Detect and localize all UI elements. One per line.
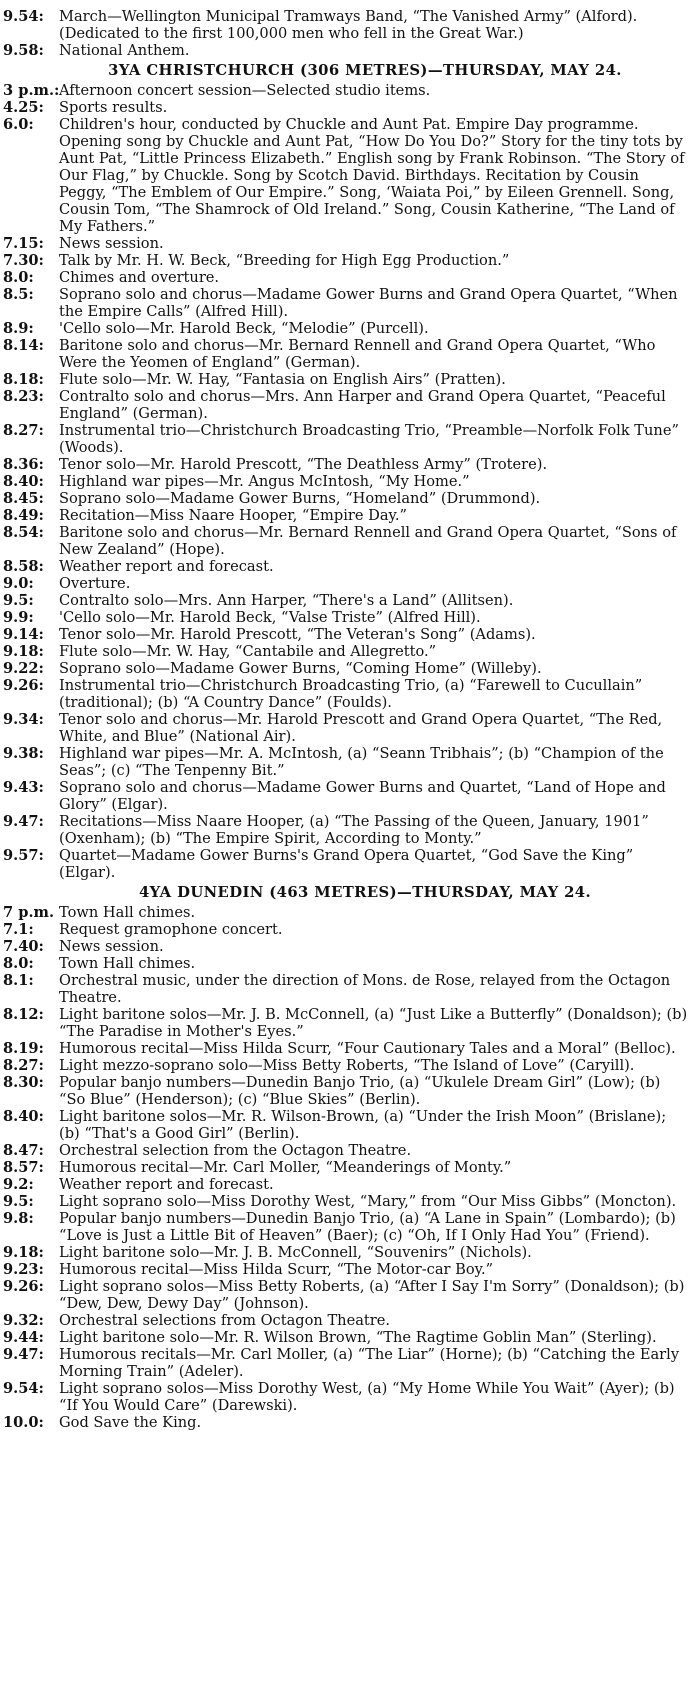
entry-time: 9.8: xyxy=(3,1210,34,1227)
entry-description: Light baritone solo—Mr. R. Wilson Brown, “The Ragtime Goblin Man” (Sterling). xyxy=(59,1329,657,1346)
programme-entry xyxy=(0,921,690,938)
entry-time: 8.27: xyxy=(3,422,44,439)
entry-description: Light baritone solos—Mr. R. Wilson-Brown, (a) “Under the Irish Moon” (Brislane); (b) “That's a Good Girl” (Berlin). xyxy=(59,1108,667,1142)
entry-time: 9.18: xyxy=(3,1244,44,1261)
programme-entry xyxy=(0,779,690,813)
entry-description: Light soprano solos—Miss Dorothy West, (a) “My Home While You Wait” (Ayer); (b) “If You Would Care” (Darewski). xyxy=(59,1380,675,1414)
entry-description: Contralto solo—Mrs. Ann Harper, “There's a Land” (Allitsen). xyxy=(59,592,514,609)
entry-time: 8.0: xyxy=(3,955,34,972)
entry-description: Tenor solo—Mr. Harold Prescott, “The Veteran's Song” (Adams). xyxy=(59,626,536,643)
entry-description: News session. xyxy=(59,235,164,252)
programme-entry xyxy=(0,813,690,847)
programme-entry xyxy=(0,558,690,575)
entry-time: 8.40: xyxy=(3,1108,44,1125)
entry-time: 8.9: xyxy=(3,320,34,337)
programme-entry xyxy=(0,1159,690,1176)
entry-time: 9.9: xyxy=(3,609,34,626)
entry-time: 8.49: xyxy=(3,507,44,524)
entry-description: Chimes and overture. xyxy=(59,269,220,286)
entry-description: Town Hall chimes. xyxy=(59,955,196,972)
entry-description: Instrumental trio—Christchurch Broadcasting Trio, “Preamble—Norfolk Folk Tune” (Woods). xyxy=(59,422,679,456)
entry-description: Tenor solo—Mr. Harold Prescott, “The Deathless Army” (Trotere). xyxy=(59,456,548,473)
programme-entry xyxy=(0,252,690,269)
programme-entry xyxy=(0,473,690,490)
entry-description: Weather report and forecast. xyxy=(59,558,274,575)
programme-entry xyxy=(0,1414,690,1431)
programme-entry xyxy=(0,1329,690,1346)
entry-description: 'Cello solo—Mr. Harold Beck, “Valse Triste” (Alfred Hill). xyxy=(59,609,481,626)
programme-entry xyxy=(0,1108,690,1142)
entry-description: Flute solo—Mr. W. Hay, “Fantasia on English Airs” (Pratten). xyxy=(59,371,506,388)
programme-entry xyxy=(0,972,690,1006)
programme-entry xyxy=(0,1193,690,1210)
entry-description: Recitation—Miss Naare Hooper, “Empire Day.” xyxy=(59,507,407,524)
programme-entry xyxy=(0,235,690,252)
programme-entry xyxy=(0,711,690,745)
entry-description: Instrumental trio—Christchurch Broadcasting Trio, (a) “Farewell to Cucullain” (traditional); (b) “A Country Dance” (Foulds). xyxy=(59,677,643,711)
entry-time: 7.30: xyxy=(3,252,44,269)
entry-time: 8.18: xyxy=(3,371,44,388)
entry-description: Recitations—Miss Naare Hooper, (a) “The Passing of the Queen, January, 1901” (Oxenham); (b) “The Empire Spirit, According to Monty.” xyxy=(59,813,649,847)
entry-time: 9.34: xyxy=(3,711,44,728)
christchurch-programme xyxy=(0,82,700,881)
entry-time: 8.45: xyxy=(3,490,44,507)
entry-time: 9.0: xyxy=(3,575,34,592)
entry-description: Humorous recitals—Mr. Carl Moller, (a) “The Liar” (Horne); (b) “Catching the Early Morning Train” (Adeler). xyxy=(59,1346,680,1380)
entry-time: 9.44: xyxy=(3,1329,44,1346)
entry-description: National Anthem. xyxy=(59,42,190,59)
entry-description: March—Wellington Municipal Tramways Band, “The Vanished Army” (Alford). (Dedicated to the first 100,000 men who fell in the Great War.) xyxy=(59,8,638,42)
entry-time: 9.54: xyxy=(3,8,44,25)
entry-time: 9.38: xyxy=(3,745,44,762)
entry-time: 9.18: xyxy=(3,643,44,660)
programme-entry xyxy=(0,82,690,99)
programme-entry xyxy=(0,388,690,422)
entry-description: Baritone solo and chorus—Mr. Bernard Rennell and Grand Opera Quartet, “Who Were the Yeomen of England” (German). xyxy=(59,337,656,371)
entry-description: Town Hall chimes. xyxy=(59,904,196,921)
programme-entry xyxy=(0,42,690,59)
entry-description: Popular banjo numbers—Dunedin Banjo Trio, (a) “A Lane in Spain” (Lombardo); (b) “Love is Just a Little Bit of Heaven” (Baer); (c) “Oh, If I Only Had You” (Friend). xyxy=(59,1210,676,1244)
entry-time: 9.26: xyxy=(3,1278,44,1295)
programme-entry xyxy=(0,507,690,524)
programme-entry xyxy=(0,609,690,626)
programme-entry xyxy=(0,456,690,473)
programme-entry xyxy=(0,847,690,881)
entry-time: 4.25: xyxy=(3,99,44,116)
entry-time: 8.57: xyxy=(3,1159,44,1176)
programme-entry xyxy=(0,422,690,456)
entry-time: 8.12: xyxy=(3,1006,44,1023)
programme-entry xyxy=(0,592,690,609)
programme-entry xyxy=(0,371,690,388)
programme-entry xyxy=(0,575,690,592)
programme-entry xyxy=(0,1278,690,1312)
entry-time: 8.40: xyxy=(3,473,44,490)
entry-time: 8.54: xyxy=(3,524,44,541)
entry-time: 9.32: xyxy=(3,1312,44,1329)
programme-entry xyxy=(0,99,690,116)
entry-time: 6.0: xyxy=(3,116,34,133)
entry-description: Weather report and forecast. xyxy=(59,1176,274,1193)
programme-entry xyxy=(0,1244,690,1261)
programme-entry xyxy=(0,269,690,286)
station-heading-3ya: 3YA CHRISTCHURCH (306 METRES)—THURSDAY, MAY 24. xyxy=(108,62,622,79)
entry-description: Light soprano solos—Miss Betty Roberts, (a) “After I Say I'm Sorry” (Donaldson); (b) “Dew, Dew, Dewy Day” (Johnson). xyxy=(59,1278,685,1312)
entry-description: Quartet—Madame Gower Burns's Grand Opera Quartet, “God Save the King” (Elgar). xyxy=(59,847,634,881)
programme-entry xyxy=(0,1040,690,1057)
entry-time: 7.40: xyxy=(3,938,44,955)
entry-time: 9.57: xyxy=(3,847,44,864)
entry-time: 10.0: xyxy=(3,1414,44,1431)
programme-entry xyxy=(0,524,690,558)
entry-description: Talk by Mr. H. W. Beck, “Breeding for High Egg Production.” xyxy=(59,252,510,269)
programme-entry xyxy=(0,1142,690,1159)
entry-time: 8.0: xyxy=(3,269,34,286)
entry-description: Light baritone solo—Mr. J. B. McConnell, “Souvenirs” (Nichols). xyxy=(59,1244,532,1261)
programme-entry xyxy=(0,8,690,42)
programme-entry xyxy=(0,660,690,677)
programme-entry xyxy=(0,626,690,643)
entry-time: 9.58: xyxy=(3,42,44,59)
entry-description: Light baritone solos—Mr. J. B. McConnell, (a) “Just Like a Butterfly” (Donaldson); (b) “The Paradise in Mother's Eyes.” xyxy=(59,1006,688,1040)
programme-entry xyxy=(0,643,690,660)
entry-time: 9.23: xyxy=(3,1261,44,1278)
entry-description: Request gramophone concert. xyxy=(59,921,283,938)
entry-description: 'Cello solo—Mr. Harold Beck, “Melodie” (Purcell). xyxy=(59,320,429,337)
programme-entry xyxy=(0,904,690,921)
entry-description: Flute solo—Mr. W. Hay, “Cantabile and Allegretto.” xyxy=(59,643,437,660)
programme-entry xyxy=(0,1346,690,1380)
entry-time: 3 p.m.: xyxy=(3,82,60,99)
entry-time: 9.54: xyxy=(3,1380,44,1397)
entry-description: Sports results. xyxy=(59,99,168,116)
entry-time: 7.1: xyxy=(3,921,34,938)
entry-description: Highland war pipes—Mr. A. McIntosh, (a) “Seann Tribhais”; (b) “Champion of the Seas”; (c) “The Tenpenny Bit.” xyxy=(59,745,664,779)
entry-description: Soprano solo—Madame Gower Burns, “Coming Home” (Willeby). xyxy=(59,660,542,677)
programme-entry xyxy=(0,745,690,779)
programme-entry xyxy=(0,1176,690,1193)
entry-time: 8.36: xyxy=(3,456,44,473)
entry-description: Orchestral music, under the direction of Mons. de Rose, relayed from the Octagon Theatre. xyxy=(59,972,671,1006)
programme-entry xyxy=(0,1312,690,1329)
entry-time: 8.27: xyxy=(3,1057,44,1074)
dunedin-programme xyxy=(0,904,700,1431)
entry-description: Orchestral selection from the Octagon Theatre. xyxy=(59,1142,412,1159)
entry-description: Light mezzo-soprano solo—Miss Betty Roberts, “The Island of Love” (Caryill). xyxy=(59,1057,635,1074)
programme-entry xyxy=(0,337,690,371)
programme-entry xyxy=(0,938,690,955)
entry-description: News session. xyxy=(59,938,164,955)
programme-entry xyxy=(0,1380,690,1414)
entry-description: Humorous recital—Miss Hilda Scurr, “The Motor-car Boy.” xyxy=(59,1261,494,1278)
entry-description: Contralto solo and chorus—Mrs. Ann Harper and Grand Opera Quartet, “Peaceful England” (German). xyxy=(59,388,666,422)
programme-entry xyxy=(0,1057,690,1074)
programme-entry xyxy=(0,286,690,320)
entry-time: 9.22: xyxy=(3,660,44,677)
entry-time: 8.1: xyxy=(3,972,34,989)
programme-entry xyxy=(0,955,690,972)
entry-time: 9.5: xyxy=(3,592,34,609)
entry-time: 8.5: xyxy=(3,286,34,303)
programme-entry xyxy=(0,320,690,337)
entry-description: Soprano solo and chorus—Madame Gower Burns and Grand Opera Quartet, “When the Empire Calls” (Alfred Hill). xyxy=(59,286,678,320)
entry-description: Humorous recital—Mr. Carl Moller, “Meanderings of Monty.” xyxy=(59,1159,512,1176)
entry-time: 9.47: xyxy=(3,813,44,830)
programme-entry xyxy=(0,1074,690,1108)
entry-description: Humorous recital—Miss Hilda Scurr, “Four Cautionary Tales and a Moral” (Belloc). xyxy=(59,1040,676,1057)
programme-entry xyxy=(0,1210,690,1244)
entry-time: 8.23: xyxy=(3,388,44,405)
entry-description: Highland war pipes—Mr. Angus McIntosh, “My Home.” xyxy=(59,473,470,490)
entry-time: 9.43: xyxy=(3,779,44,796)
entry-description: Overture. xyxy=(59,575,131,592)
entry-time: 9.5: xyxy=(3,1193,34,1210)
entry-description: God Save the King. xyxy=(59,1414,202,1431)
programme-entry xyxy=(0,116,690,235)
entry-time: 7.15: xyxy=(3,235,44,252)
entry-time: 8.30: xyxy=(3,1074,44,1091)
programme-entry xyxy=(0,490,690,507)
station-heading-4ya: 4YA DUNEDIN (463 METRES)—THURSDAY, MAY 24. xyxy=(138,884,592,901)
entry-time: 8.58: xyxy=(3,558,44,575)
entry-description: Children's hour, conducted by Chuckle and Aunt Pat. Empire Day programme. Opening song by Chuckle and Aunt Pat, “How Do You Do?” Story for the tiny tots by Aunt Pat, “Little Princess Elizabeth.” English song by Frank Robinson. “The Story of Our Flag,” by Chuckle. Song by Scotch David. Birthdays. Recitation by Cousin Peggy, “The Emblem of Our Empire.” Song, ‘Waiata Poi,” by Eileen Grennell. Song, Cousin Tom, “The Shamrock of Old Ireland.” Song, Cousin Katherine, “The Land of My Fathers.” xyxy=(59,116,685,235)
entry-time: 9.47: xyxy=(3,1346,44,1363)
entry-time: 8.14: xyxy=(3,337,44,354)
programme-entry xyxy=(0,1006,690,1040)
entry-time: 9.26: xyxy=(3,677,44,694)
wellington-programme-tail xyxy=(0,8,700,59)
entry-description: Baritone solo and chorus—Mr. Bernard Rennell and Grand Opera Quartet, “Sons of New Zealand” (Hope). xyxy=(59,524,677,558)
entry-description: Light soprano solo—Miss Dorothy West, “Mary,” from “Our Miss Gibbs” (Moncton). xyxy=(59,1193,677,1210)
entry-time: 8.47: xyxy=(3,1142,44,1159)
entry-description: Popular banjo numbers—Dunedin Banjo Trio, (a) “Ukulele Dream Girl” (Low); (b) “So Blue” (Henderson); (c) “Blue Skies” (Berlin). xyxy=(59,1074,661,1108)
programme-entry xyxy=(0,677,690,711)
entry-time: 8.19: xyxy=(3,1040,44,1057)
entry-time: 9.14: xyxy=(3,626,44,643)
entry-description: Soprano solo and chorus—Madame Gower Burns and Quartet, “Land of Hope and Glory” (Elgar). xyxy=(59,779,666,813)
entry-description: Soprano solo—Madame Gower Burns, “Homeland” (Drummond). xyxy=(59,490,541,507)
entry-description: Tenor solo and chorus—Mr. Harold Prescott and Grand Opera Quartet, “The Red, White, and Blue” (National Air). xyxy=(59,711,663,745)
entry-description: Orchestral selections from Octagon Theatre. xyxy=(59,1312,391,1329)
entry-description: Afternoon concert session—Selected studio items. xyxy=(59,82,431,99)
entry-time: 9.2: xyxy=(3,1176,34,1193)
programme-entry xyxy=(0,1261,690,1278)
entry-time: 7 p.m. xyxy=(3,904,55,921)
